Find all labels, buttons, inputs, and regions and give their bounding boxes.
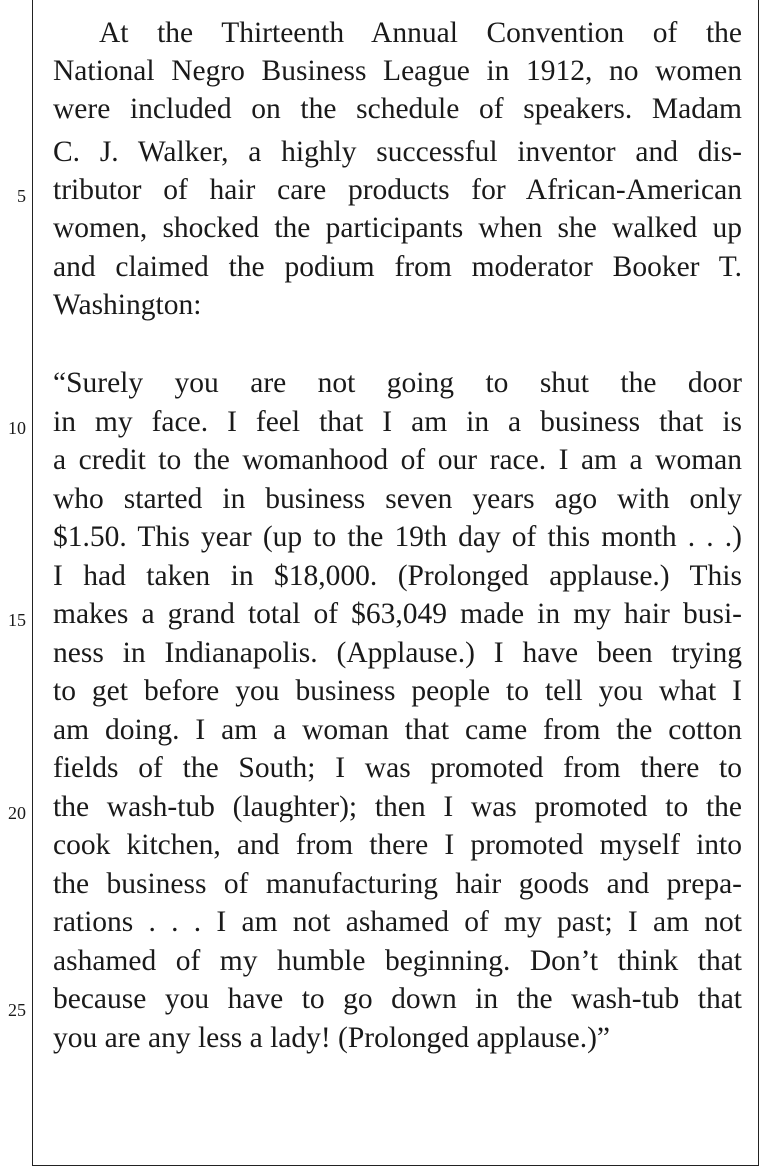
passage-line: ness in Indianapolis. (Applause.) I have been trying [53, 637, 742, 669]
passage-line: rations . . . I am not ashamed of my past; I am not [53, 906, 742, 938]
passage-line: to get before you business people to tell you what I [53, 675, 742, 707]
passage-line: “Surely you are not going to shut the door [53, 367, 742, 399]
passage-line: the wash-tub (laughter); then I was promoted to the [53, 791, 742, 823]
passage-line: Washington: [53, 289, 202, 321]
passage-line: because you have to go down in the wash-tub that [53, 983, 742, 1015]
passage-line: and claimed the podium from moderator Booker T. [53, 251, 742, 283]
passage-line: cook kitchen, and from there I promoted myself into [53, 829, 742, 861]
passage-line: makes a grand total of $63,049 made in my hair busi- [53, 598, 742, 630]
passage-line: $1.50. This year (up to the 19th day of this month . . .) [53, 521, 742, 553]
line-number: 20 [8, 803, 26, 823]
passage-line: At the Thirteenth Annual Convention of the [99, 17, 742, 49]
passage-line: women, shocked the participants when she walked up [53, 212, 742, 244]
line-number: 25 [8, 1000, 26, 1020]
line-number: 10 [8, 418, 26, 438]
passage-line: National Negro Business League in 1912, no women [53, 55, 742, 87]
passage-line: am doing. I am a woman that came from the cotton [53, 714, 742, 746]
passage-line: a credit to the womanhood of our race. I am a woman [53, 444, 742, 476]
passage-line: C. J. Walker, a highly successful inventor and dis- [53, 136, 742, 168]
passage-line: fields of the South; I was promoted from there to [53, 752, 742, 784]
line-number: 5 [17, 186, 26, 206]
line-number: 15 [8, 610, 26, 630]
passage-line: I had taken in $18,000. (Prolonged applause.) This [53, 560, 742, 592]
passage-line: ashamed of my humble beginning. Don’t think that [53, 945, 742, 977]
passage-line: who started in business seven years ago with only [53, 483, 742, 515]
passage-line: were included on the schedule of speakers. Madam [53, 93, 742, 125]
passage-line: you are any less a lady! (Prolonged applause.)” [53, 1022, 611, 1054]
passage-line: the business of manufacturing hair goods and prepa- [53, 868, 742, 900]
passage-line: tributor of hair care products for African-American [53, 174, 742, 206]
passage-line: in my face. I feel that I am in a business that is [53, 406, 742, 438]
